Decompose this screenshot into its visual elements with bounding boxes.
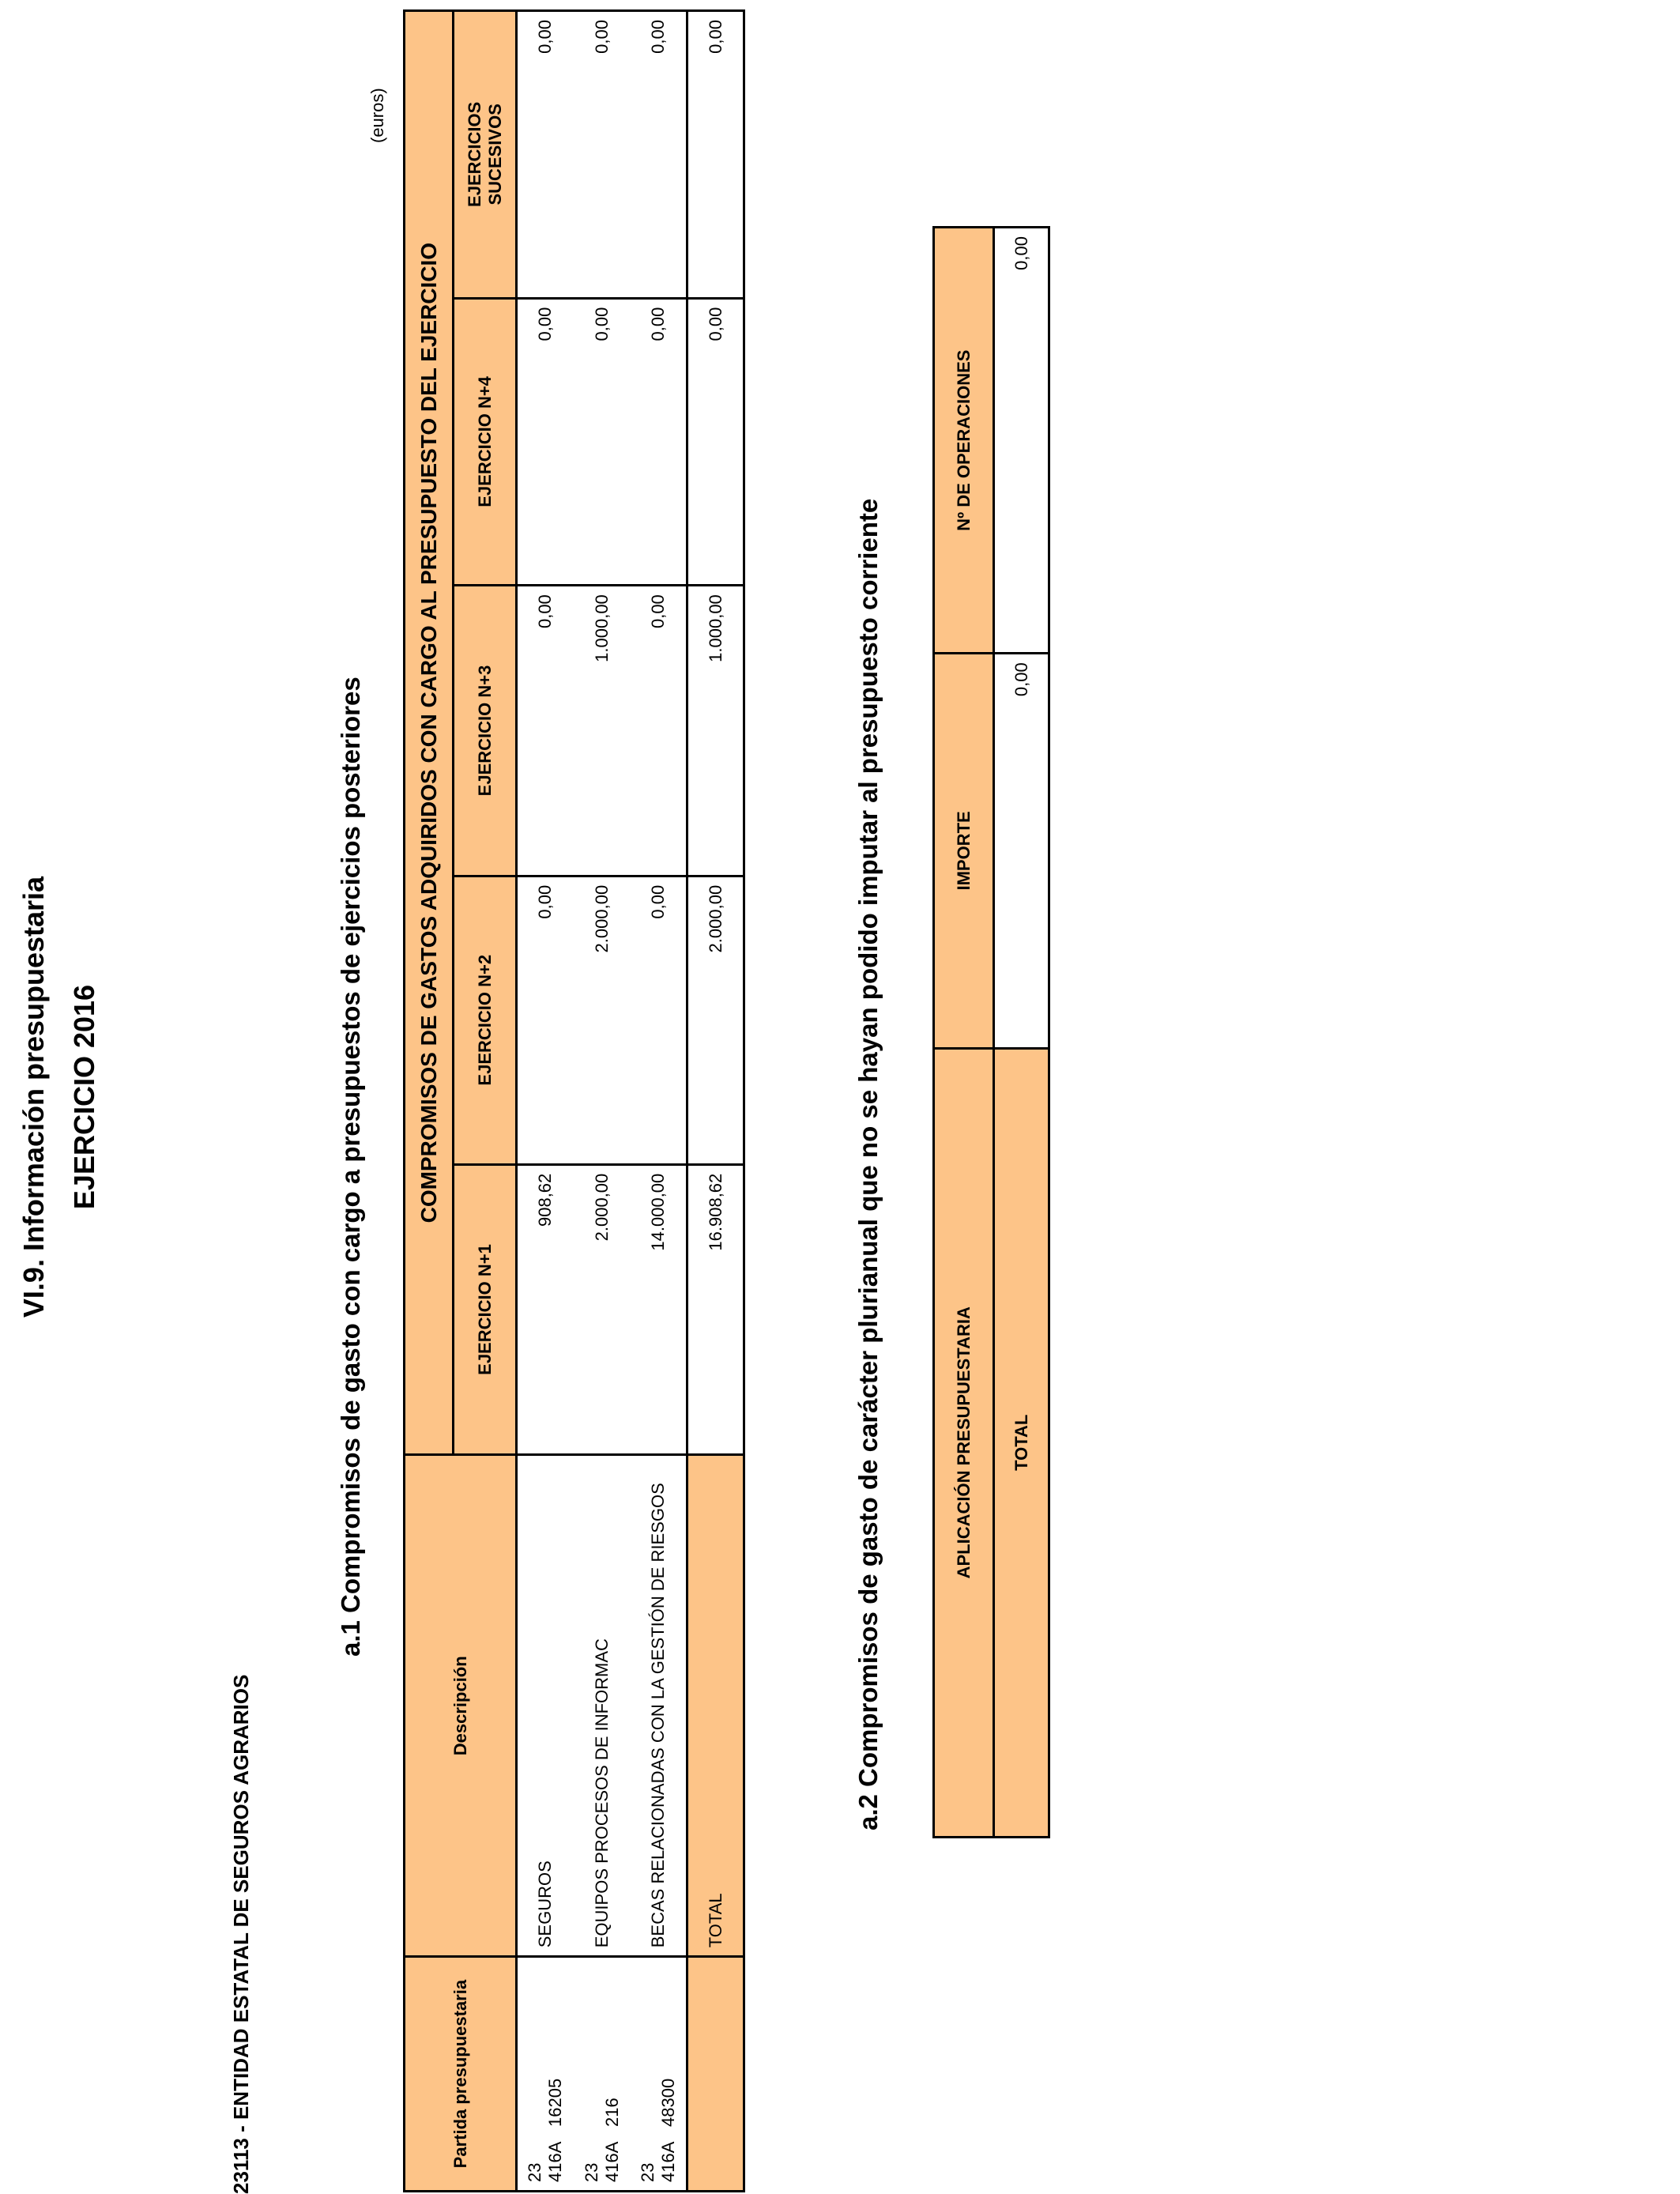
sucesivos-cell: 0,00 bbox=[517, 11, 574, 299]
total-row bbox=[994, 228, 1049, 1838]
n2-cell: 0,00 bbox=[631, 876, 687, 1164]
total-sucesivos: 0,00 bbox=[687, 11, 744, 299]
partida-program: 23 416A bbox=[637, 2141, 678, 2182]
n3-cell: 0,00 bbox=[517, 586, 574, 876]
n1-cell: 2.000,00 bbox=[574, 1164, 631, 1455]
header-group: COMPROMISOS DE GASTOS ADQUIRIDOS CON CARGO AL PRESUPUESTO DEL EJERCICIO bbox=[405, 11, 454, 1455]
section-a2-title: a.2 Compromisos de gasto de carácter plurianual que no se hayan podido imputar al presupuesto corriente bbox=[853, 498, 883, 1830]
n4-cell: 0,00 bbox=[574, 298, 631, 586]
total-label: TOTAL bbox=[994, 1048, 1049, 1837]
total-n1: 16.908,62 bbox=[687, 1164, 744, 1455]
total-blank-cell bbox=[687, 1957, 744, 2192]
units-label: (euros) bbox=[367, 88, 387, 143]
commitments-table-a2 bbox=[932, 226, 1050, 1838]
header-importe: IMPORTE bbox=[934, 654, 994, 1048]
partida-program: 23 416A bbox=[525, 2141, 566, 2182]
n4-cell: 0,00 bbox=[631, 298, 687, 586]
total-importe: 0,00 bbox=[994, 654, 1049, 1048]
header-descripcion: Descripción bbox=[405, 1455, 517, 1957]
header-sucesivos-line2: SUCESIVOS bbox=[484, 104, 505, 205]
commitments-table-a1 bbox=[403, 9, 745, 2192]
partida-cell bbox=[574, 1957, 631, 2192]
n2-cell: 0,00 bbox=[517, 876, 574, 1164]
header-operaciones: Nº DE OPERACIONES bbox=[934, 228, 994, 654]
total-operaciones: 0,00 bbox=[994, 228, 1049, 654]
total-n2: 2.000,00 bbox=[687, 876, 744, 1164]
descripcion-cell: EQUIPOS PROCESOS DE INFORMAC bbox=[574, 1455, 631, 1957]
total-n4: 0,00 bbox=[687, 298, 744, 586]
partida-program: 23 416A bbox=[581, 2141, 622, 2182]
partida-cell bbox=[517, 1957, 574, 2192]
partida-concept: 216 bbox=[601, 2098, 622, 2127]
header-aplicacion: APLICACIÓN PRESUPUESTARIA bbox=[934, 1048, 994, 1837]
header-n4: EJERCICIO N+4 bbox=[454, 298, 517, 586]
n1-cell: 908,62 bbox=[517, 1164, 574, 1455]
table-row bbox=[517, 11, 574, 2192]
entity-name: 23113 - ENTIDAD ESTATAL DE SEGUROS AGRARIOS bbox=[229, 1674, 253, 2194]
partida-concept: 16205 bbox=[545, 2078, 566, 2127]
n3-cell: 0,00 bbox=[631, 586, 687, 876]
sucesivos-cell: 0,00 bbox=[631, 11, 687, 299]
partida-concept: 48300 bbox=[657, 2078, 678, 2127]
header-sucesivos bbox=[454, 11, 517, 299]
descripcion-cell: SEGUROS bbox=[517, 1455, 574, 1957]
section-a1-title: a.1 Compromisos de gasto con cargo a presupuestos de ejercicios posteriores bbox=[336, 677, 365, 1657]
partida-cell bbox=[631, 1957, 687, 2192]
n1-cell: 14.000,00 bbox=[631, 1164, 687, 1455]
total-n3: 1.000,00 bbox=[687, 586, 744, 876]
table-row bbox=[574, 11, 631, 2192]
n3-cell: 1.000,00 bbox=[574, 586, 631, 876]
total-label: TOTAL bbox=[687, 1455, 744, 1957]
descripcion-cell: BECAS RELACIONADAS CON LA GESTIÓN DE RIESGOS bbox=[631, 1455, 687, 1957]
header-n1: EJERCICIO N+1 bbox=[454, 1164, 517, 1455]
header-partida: Partida presupuestaria bbox=[405, 1957, 517, 2192]
fiscal-year-title: EJERCICIO 2016 bbox=[68, 984, 100, 1210]
page-title: VI.9. Información presupuestaria bbox=[17, 876, 50, 1318]
sucesivos-cell: 0,00 bbox=[574, 11, 631, 299]
total-row bbox=[687, 11, 744, 2192]
header-sucesivos-line1: EJERCICIOS bbox=[464, 101, 484, 207]
header-n3: EJERCICIO N+3 bbox=[454, 586, 517, 876]
table-row bbox=[631, 11, 687, 2192]
n4-cell: 0,00 bbox=[517, 298, 574, 586]
header-n2: EJERCICIO N+2 bbox=[454, 876, 517, 1164]
n2-cell: 2.000,00 bbox=[574, 876, 631, 1164]
